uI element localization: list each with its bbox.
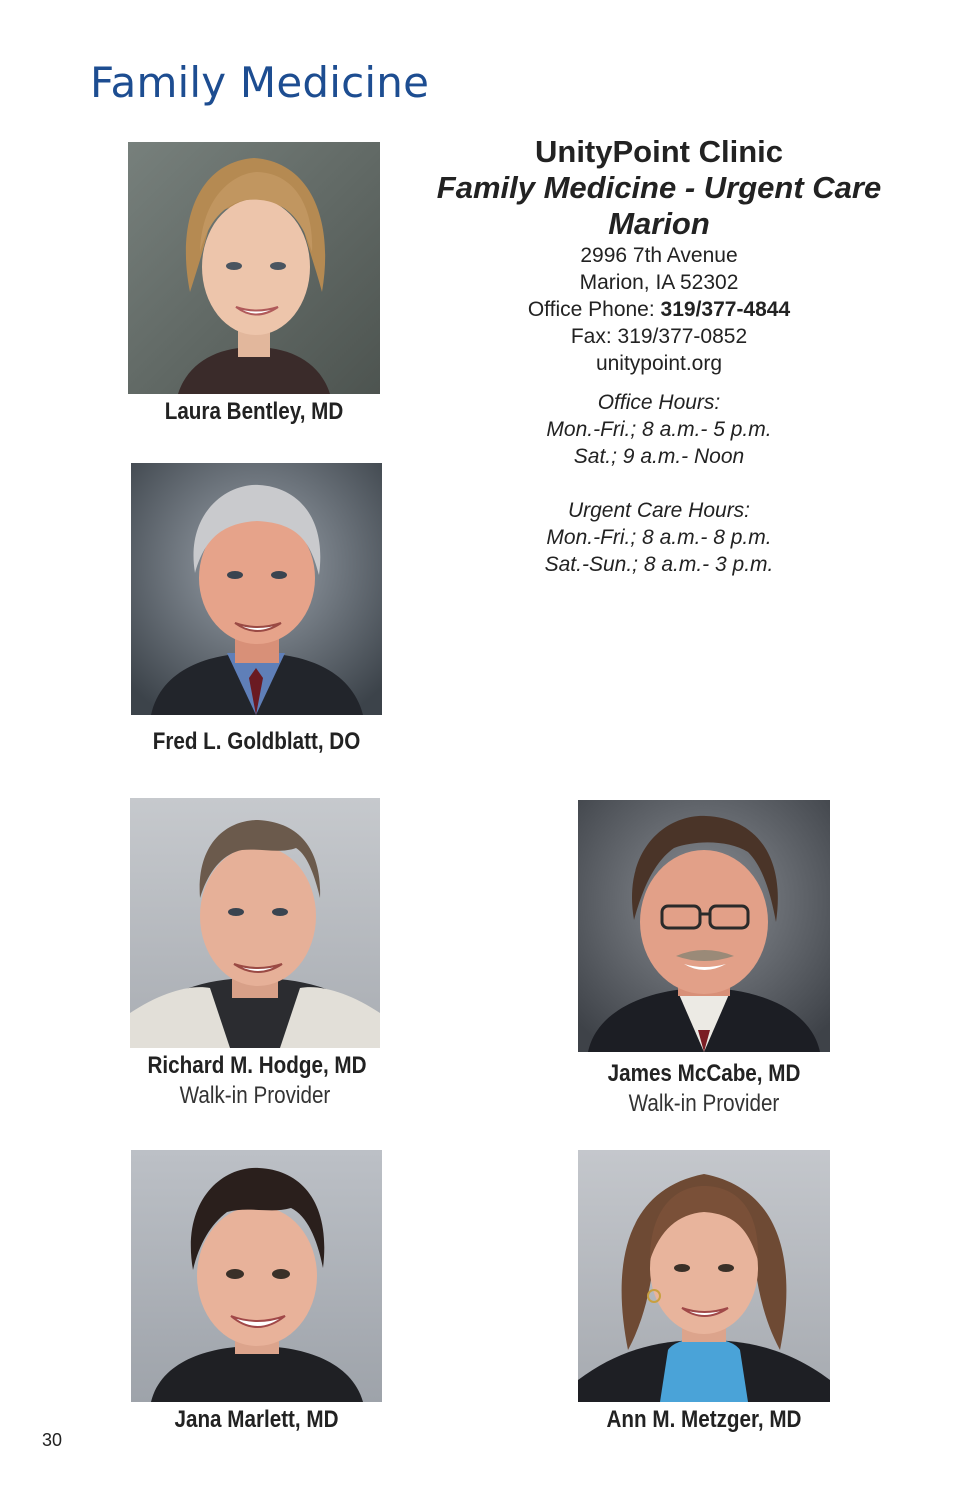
provider-photo-hodge	[130, 798, 380, 1048]
provider-photo-marlett	[131, 1150, 382, 1402]
provider-name: Laura Bentley, MD	[164, 398, 344, 425]
clinic-phone-label: Office Phone:	[527, 298, 661, 321]
office-hours-label: Office Hours:	[597, 391, 721, 414]
provider-photo-metzger	[578, 1150, 830, 1402]
page-number: 30	[42, 1430, 63, 1450]
urgent-hours-weekday: Mon.-Fri.; 8 a.m.- 8 p.m.	[546, 526, 772, 549]
urgent-hours-label: Urgent Care Hours:	[567, 499, 751, 522]
provider-photo-mccabe	[578, 800, 830, 1052]
clinic-phone-number: 319/377-4844	[660, 298, 791, 321]
clinic-website: unitypoint.org	[595, 352, 723, 375]
section-title: Family Medicine	[90, 58, 430, 107]
clinic-subtitle: Family Medicine - Urgent Care	[436, 170, 882, 205]
provider-photo-bentley	[128, 142, 380, 394]
clinic-name: UnityPoint Clinic	[535, 134, 783, 169]
clinic-phone	[430, 296, 888, 323]
clinic-fax: Fax: 319/377-0852	[570, 325, 748, 348]
clinic-address-street: 2996 7th Avenue	[580, 244, 738, 267]
provider-name: Richard M. Hodge, MD	[147, 1052, 367, 1079]
clinic-address-city: Marion, IA 52302	[579, 271, 739, 294]
provider-name: James McCabe, MD	[607, 1060, 801, 1087]
office-hours-saturday: Sat.; 9 a.m.- Noon	[573, 445, 745, 468]
clinic-info	[430, 134, 888, 578]
provider-name: Fred L. Goldblatt, DO	[152, 728, 361, 755]
urgent-hours-weekend: Sat.-Sun.; 8 a.m.- 3 p.m.	[544, 553, 774, 576]
provider-name: Ann M. Metzger, MD	[606, 1406, 802, 1433]
provider-role: Walk-in Provider	[628, 1090, 780, 1117]
office-hours-weekday: Mon.-Fri.; 8 a.m.- 5 p.m.	[546, 418, 772, 441]
provider-photo-goldblatt	[131, 463, 382, 715]
provider-role: Walk-in Provider	[179, 1082, 331, 1109]
clinic-location: Marion	[608, 206, 710, 241]
provider-name: Jana Marlett, MD	[174, 1406, 339, 1433]
